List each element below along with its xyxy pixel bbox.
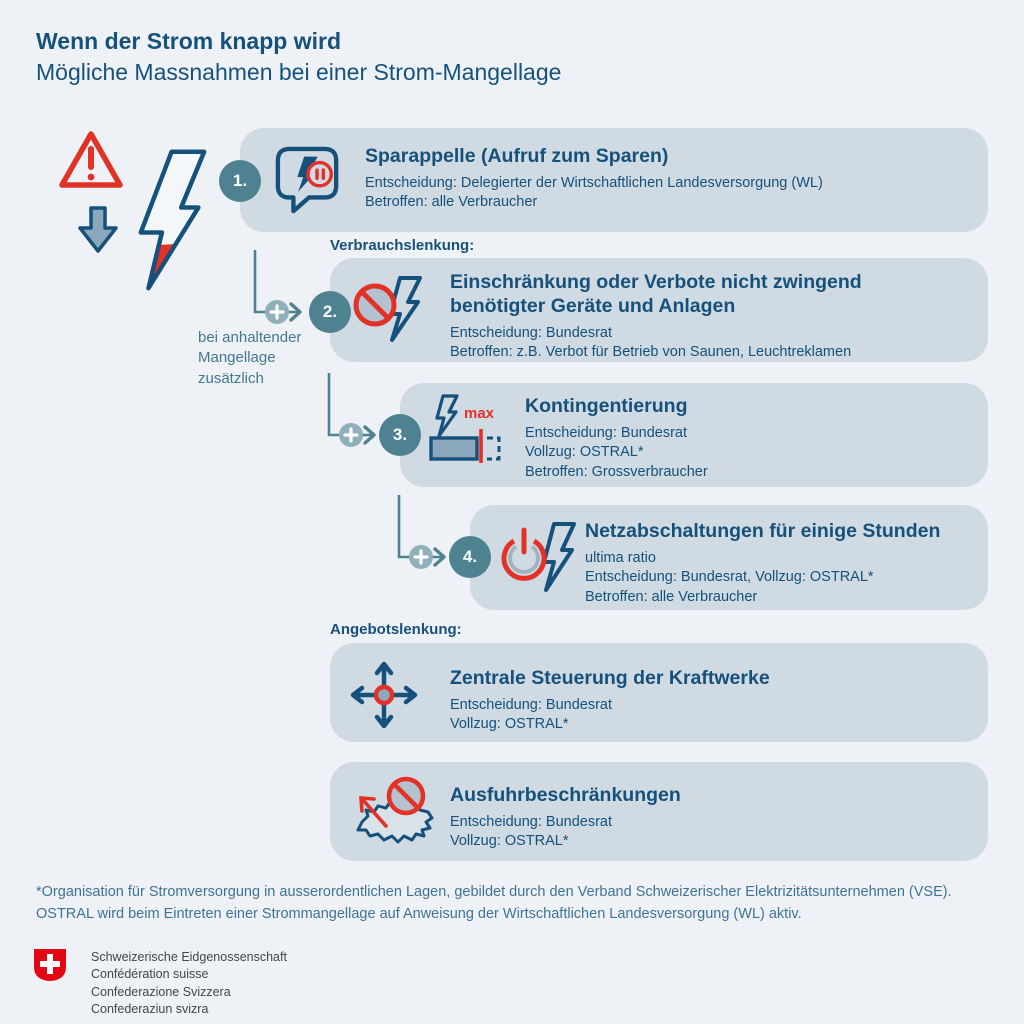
- swiss-cross-shield-icon: [33, 948, 67, 982]
- step-number: 2.: [322, 302, 338, 321]
- step-title: Netzabschaltungen für einige Stunden: [585, 520, 941, 542]
- switzerland-export-ban-icon: [348, 774, 438, 854]
- footnote-line: *Organisation für Stromversorgung in ausserordentlichen Lagen, gebildet durch den Verband Schweizerischer Elektrizitätsunternehmen (VSE).: [36, 884, 952, 900]
- step-detail: Entscheidung: Bundesrat, Vollzug: OSTRAL*: [585, 569, 874, 586]
- logo-text-line: Schweizerische Eidgenossenschaft: [91, 950, 287, 964]
- step-detail: Betroffen: Grossverbraucher: [525, 463, 708, 480]
- step-detail: Vollzug: OSTRAL*: [525, 444, 644, 461]
- step-detail: Entscheidung: Delegierter der Wirtschaftlichen Landesversorgung (WL): [365, 174, 823, 191]
- step-number-badge: [449, 536, 491, 578]
- step-number: 3.: [392, 425, 408, 444]
- step-detail: Entscheidung: Bundesrat: [525, 424, 688, 441]
- side-note: bei anhaltender Mangellage zusätzlich: [198, 329, 302, 387]
- card-ausfuhrbeschraenkungen: [330, 762, 988, 861]
- measure-detail: Vollzug: OSTRAL*: [450, 716, 569, 733]
- step-number-badge: [219, 160, 261, 202]
- step-detail: Betroffen: alle Verbraucher: [585, 588, 758, 605]
- measure-detail: Entscheidung: Bundesrat: [450, 696, 613, 713]
- section-label-verbrauchslenkung: Verbrauchslenkung:: [330, 237, 475, 254]
- measure-title: Ausfuhrbeschränkungen: [450, 784, 681, 806]
- step-detail: Betroffen: z.B. Verbot für Betrieb von Saunen, Leuchtreklamen: [450, 343, 852, 360]
- card-zentrale-steuerung: [330, 643, 988, 742]
- page-subtitle: Mögliche Massnahmen bei einer Strom-Mangellage: [36, 59, 562, 85]
- card-kontingentierung: [400, 383, 988, 487]
- speech-bubble-pause-lightning-icon: [274, 144, 342, 216]
- step-number: 4.: [462, 547, 478, 566]
- logo-wordmark: [91, 948, 287, 1018]
- card-einschraenkung: [330, 258, 988, 362]
- step-title: Sparappelle (Aufruf zum Sparen): [365, 145, 669, 167]
- logo-text-line: Confédération suisse: [91, 967, 209, 982]
- down-arrow-icon: [80, 208, 116, 251]
- section-label-angebotslenkung: Angebotslenkung:: [330, 621, 462, 638]
- directional-arrows-icon: [346, 653, 426, 737]
- quota-max-bar-icon: [428, 393, 514, 465]
- step-title: Einschränkung oder Verbote nicht zwingend benötigter Geräte und Anlagen: [450, 271, 862, 317]
- power-shortage-warning-icon: [50, 122, 222, 300]
- connector-arrow-1: [252, 250, 314, 328]
- power-off-lightning-icon: [496, 518, 582, 598]
- footnote: [36, 882, 1001, 926]
- step-title: Kontingentierung: [525, 395, 688, 417]
- page-title: Wenn der Strom knapp wird: [36, 28, 341, 54]
- measure-title: Zentrale Steuerung der Kraftwerke: [450, 667, 770, 689]
- logo-text-line: Confederaziun svizra: [91, 1001, 209, 1016]
- measure-detail: Entscheidung: Bundesrat: [450, 813, 613, 830]
- swiss-confederation-logo: [33, 948, 287, 1018]
- warning-triangle-icon: [62, 134, 120, 185]
- max-label: max: [464, 405, 495, 422]
- step-detail: Entscheidung: Bundesrat: [450, 324, 613, 341]
- step-number-badge: [309, 291, 351, 333]
- card-sparappelle: [240, 128, 988, 232]
- step-number-badge: [379, 414, 421, 456]
- step-number: 1.: [232, 171, 248, 190]
- prohibition-lightning-icon: [352, 276, 432, 344]
- logo-text-line: Confederazione Svizzera: [91, 984, 231, 999]
- footnote-line: OSTRAL wird beim Eintreten einer Strommangellage auf Anweisung der Wirtschaftlichen Landesversorgung (WL) aktiv.: [36, 905, 802, 922]
- card-netzabschaltungen: [470, 505, 988, 610]
- lightning-bolt-icon: [141, 152, 204, 288]
- step-detail: Betroffen: alle Verbraucher: [365, 194, 538, 211]
- step-detail: ultima ratio: [585, 549, 656, 566]
- measure-detail: Vollzug: OSTRAL*: [450, 833, 569, 850]
